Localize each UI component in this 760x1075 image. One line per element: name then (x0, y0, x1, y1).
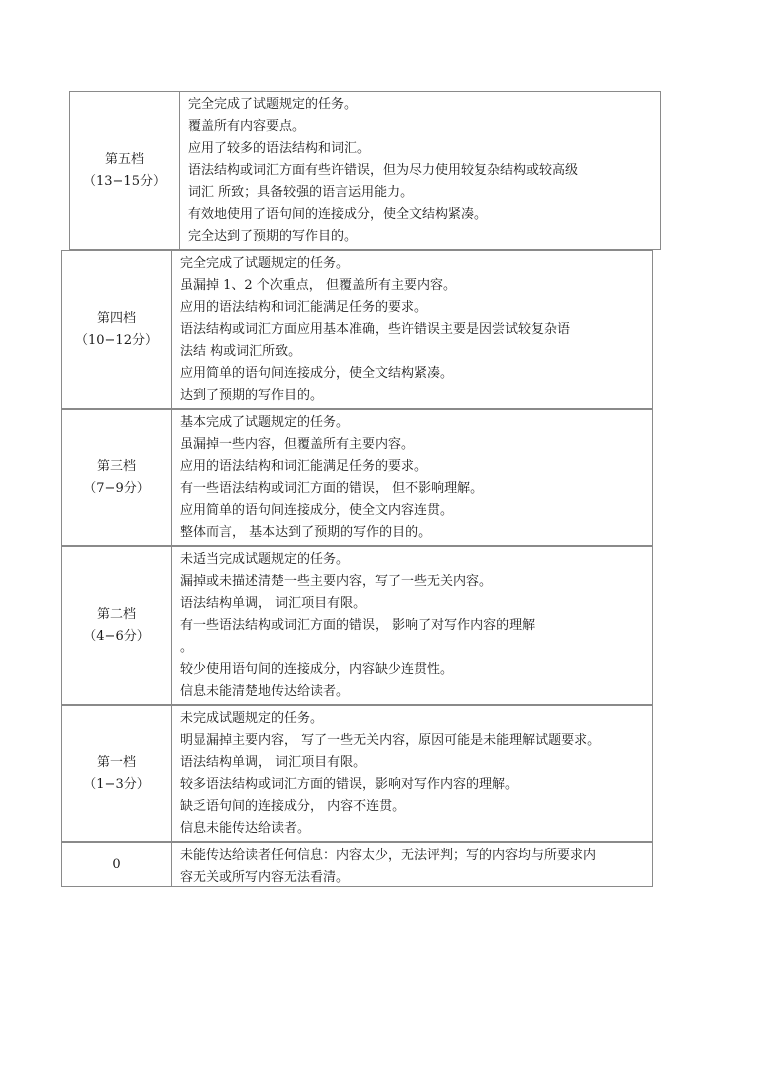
grade-label: 第四档 (96, 310, 136, 326)
criteria-line: 虽漏掉一些内容，但覆盖所有主要内容。 (180, 437, 415, 452)
criteria-line: 语法结构单调， 词汇项目有限。 (180, 596, 367, 611)
score-range: （13−15分） (83, 173, 166, 189)
criteria-line: 信息未能传达给读者。 (180, 821, 311, 836)
rubric-band (61, 250, 653, 409)
criteria-line: 语法结构或词汇方面有些许错误，但为尽力使用较复杂结构或较高级 (188, 163, 579, 178)
rubric-band (69, 91, 661, 250)
criteria-line: 完全达到了预期的写作目的。 (188, 229, 358, 244)
grade-cell (62, 706, 172, 841)
grade-label: 0 (112, 856, 121, 872)
criteria-line: 整体而言， 基本达到了预期的写作的目的。 (180, 525, 432, 540)
criteria-line: 覆盖所有内容要点。 (188, 119, 306, 134)
grade-cell (62, 547, 172, 704)
criteria-line: 较多语法结构或词汇方面的错误，影响对写作内容的理解。 (180, 777, 519, 792)
grade-label: 第二档 (96, 606, 136, 622)
criteria-line: 明显漏掉主要内容， 写了一些无关内容，原因可能是未能理解试题要求。 (180, 733, 601, 748)
criteria-cell (188, 94, 660, 248)
criteria-line: 缺乏语句间的连接成分， 内容不连贯。 (180, 799, 406, 814)
criteria-line: 应用的语法结构和词汇能满足任务的要求。 (180, 300, 428, 315)
rubric-band (61, 409, 653, 546)
score-range: （7−9分） (83, 480, 150, 496)
grade-cell (62, 251, 172, 408)
criteria-line: 未适当完成试题规定的任务。 (180, 552, 350, 567)
score-range: （4−6分） (83, 628, 150, 644)
criteria-line: 有一些语法结构或词汇方面的错误， 但不影响理解。 (180, 481, 484, 496)
rubric-band (61, 842, 653, 887)
criteria-line: 语法结构或词汇方面应用基本准确，些许错误主要是因尝试较复杂语 (180, 322, 571, 337)
criteria-line: 容无关或所写内容无法看清。 (180, 870, 350, 885)
criteria-line: 漏掉或未描述清楚一些主要内容，写了一些无关内容。 (180, 574, 493, 589)
criteria-line: 应用简单的语句间连接成分，使全文结构紧凑。 (180, 366, 454, 381)
criteria-line: 较少使用语句间的连接成分，内容缺少连贯性。 (180, 662, 454, 677)
criteria-line: 语法结构单调， 词汇项目有限。 (180, 755, 367, 770)
score-range: （10−12分） (75, 332, 158, 348)
criteria-line: 法结 构或词汇所致。 (180, 344, 302, 359)
criteria-cell (180, 253, 652, 407)
rubric-band (61, 546, 653, 705)
rubric-band (61, 705, 653, 842)
criteria-line: 应用简单的语句间连接成分，使全文内容连贯。 (180, 503, 454, 518)
criteria-line: 应用了较多的语法结构和词汇。 (188, 141, 371, 156)
criteria-line: 完全完成了试题规定的任务。 (180, 256, 350, 271)
criteria-line: 信息未能清楚地传达给读者。 (180, 684, 350, 699)
criteria-line: 达到了预期的写作目的。 (180, 388, 324, 403)
grade-cell (62, 410, 172, 545)
criteria-cell (180, 845, 652, 889)
criteria-line: 未完成试题规定的任务。 (180, 711, 324, 726)
criteria-cell (180, 708, 652, 840)
criteria-line: 有一些语法结构或词汇方面的错误， 影响了对写作内容的理解 (180, 618, 536, 633)
grade-cell (62, 843, 172, 886)
criteria-line: 。 (180, 640, 194, 655)
grade-cell (70, 92, 180, 249)
criteria-line: 完全完成了试题规定的任务。 (188, 97, 358, 112)
criteria-line: 应用的语法结构和词汇能满足任务的要求。 (180, 459, 428, 474)
criteria-cell (180, 412, 652, 544)
criteria-line: 未能传达给读者任何信息：内容太少，无法评判；写的内容均与所要求内 (180, 848, 597, 863)
grade-label: 第一档 (96, 754, 136, 770)
criteria-line: 词汇 所致；具备较强的语言运用能力。 (188, 185, 414, 200)
criteria-cell (180, 549, 652, 703)
score-range: （1−3分） (83, 776, 150, 792)
grade-label: 第五档 (104, 151, 144, 167)
criteria-line: 有效地使用了语句间的连接成分，使全文结构紧凑。 (188, 207, 488, 222)
criteria-line: 虽漏掉 1、2 个次重点， 但覆盖所有主要内容。 (180, 278, 456, 293)
grade-label: 第三档 (96, 458, 136, 474)
criteria-line: 基本完成了试题规定的任务。 (180, 415, 350, 430)
